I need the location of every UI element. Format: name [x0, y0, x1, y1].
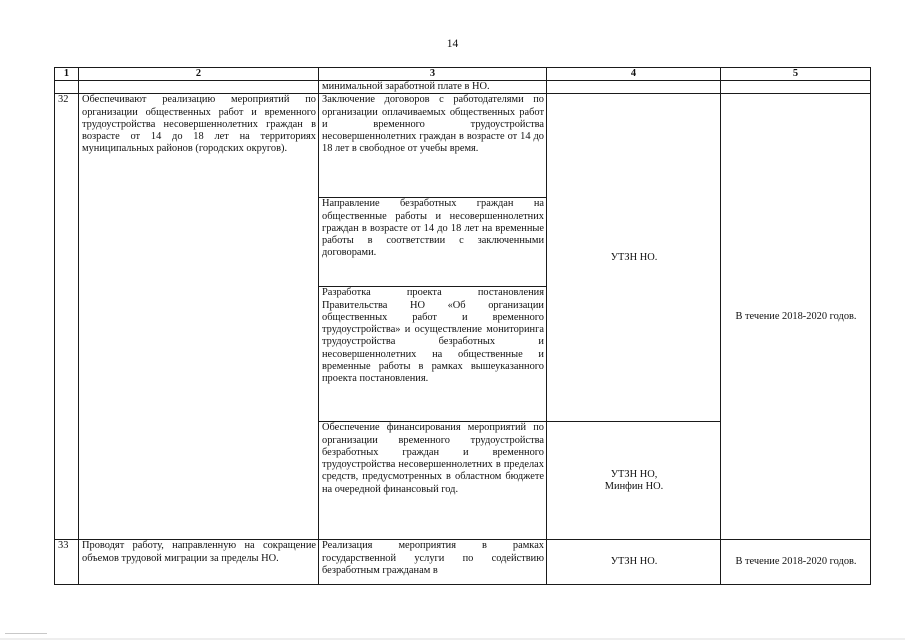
activity-cell: Заключение договоров с работодателями по организации оплачиваемых общественных работ и временного трудоустройства несовершеннолетних граждан в возрасте от 14 до 18 лет в свободное от учебы время. — [319, 94, 547, 198]
page-edge-mark — [5, 633, 47, 634]
table-row — [55, 540, 871, 585]
responsible-cell — [547, 422, 721, 540]
activity-cell: Обеспечение финансирования мероприятий по организации временного трудоустройства безработных граждан и временного трудоустройства несовершеннолетних в пределах средств, предусмотренных в областном бюджете на очередной финансовый год. — [319, 422, 547, 540]
column-header: 5 — [721, 68, 871, 81]
table-row — [55, 94, 871, 198]
continuation-text: минимальной заработной плате в НО. — [319, 81, 547, 94]
page-number: 14 — [446, 38, 459, 50]
activity-cell: Реализация мероприятия в рамках государственной услуги по содействию безработным гражданам в — [319, 540, 547, 585]
column-header: 1 — [55, 68, 79, 81]
responsible-cell: УТЗН НО. — [547, 540, 721, 585]
measure-cell: Проводят работу, направленную на сокращение объемов трудовой миграции за пределы НО. — [79, 540, 319, 585]
column-header: 4 — [547, 68, 721, 81]
responsible-line: Минфин НО. — [604, 480, 664, 492]
column-header: 2 — [79, 68, 319, 81]
table-header-row — [55, 68, 871, 81]
row-number: 33 — [55, 540, 79, 585]
responsible-line: УТЗН НО, — [610, 468, 658, 480]
measure-cell: Обеспечивают реализацию мероприятий по организации общественных работ и временного трудоустройства несовершеннолетних граждан в возрасте от 14 до 18 лет на территориях муниципальных районов (городских округов). — [79, 94, 319, 540]
activity-cell: Направление безработных граждан на общественные работы и несовершеннолетних граждан в возрасте от 14 до 18 лет на временные работы в соответствии с заключенными договорами. — [319, 198, 547, 287]
activity-cell: Разработка проекта постановления Правительства НО «Об организации общественных работ и временного трудоустройства» и осуществление мониторинга трудоустройства безработных и несовершеннолетних на общественные и временные работы в рамках вышеуказанного проекта постановления. — [319, 287, 547, 422]
period-cell: В течение 2018-2020 годов. — [721, 540, 871, 585]
column-header: 3 — [319, 68, 547, 81]
row-number: 32 — [55, 94, 79, 540]
plan-table — [54, 67, 871, 585]
responsible-cell: УТЗН НО. — [547, 94, 721, 422]
continuation-row — [55, 81, 871, 94]
period-cell: В течение 2018-2020 годов. — [721, 94, 871, 540]
